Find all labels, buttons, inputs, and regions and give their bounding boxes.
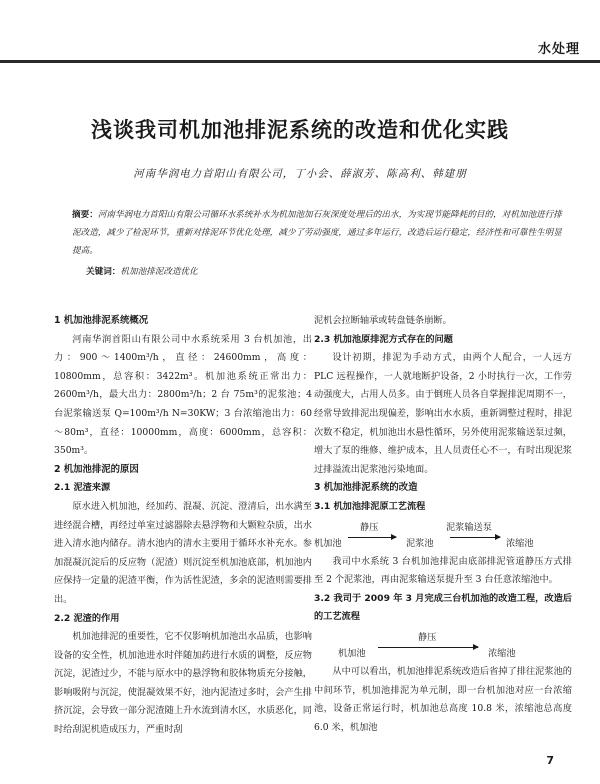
flow1-node-thickener: 浓缩池 (506, 537, 534, 549)
heading-3: 3 机加池排泥系统的改造 (314, 482, 418, 494)
keywords (86, 265, 556, 277)
abstract (72, 206, 562, 260)
heading-3-2: 3.2 我司于 2009 年 3 月完成三台机加池的改造工程，改造后的工艺流程 (314, 592, 572, 623)
keywords-text: 机加池排泥改造优化 (120, 267, 198, 277)
flow2-arrow (378, 647, 478, 648)
flow1-arrow-1 (348, 537, 396, 538)
flow1-node-sludge-pit: 泥浆池 (406, 537, 434, 549)
paragraph-original-process: 我司中水系统 3 台机加池排泥由底部排泥管道静压方式排至 2 个泥浆池，再由泥浆输送泵提升至 3 台任意浓缩池中。 (314, 555, 572, 586)
header-rule (0, 60, 600, 63)
flow-diagram-original (314, 517, 572, 553)
paragraph-sludge-role: 机加池排泥的重要性，它不仅影响机加池出水品质，也影响设备的安全性，机加池进水时伴随加药进行水质的调整，反应物沉淀，泥渣过少，不能与原水中的悬浮物和胶体物质充分接触，影响吸附与沉淀，使混凝效果不好，池内泥渣过多时，会产生排挤沉淀，会导致一部分泥渣随上升水流到清水区，水质恶化，同时给刮泥机造成压力，严重时刮 (54, 631, 312, 736)
paragraph-modified-process: 从中可以看出，机加池排泥系统改造后省掉了排往泥浆池的中间环节，机加池排泥为单元制，即一台机加池对应一台浓缩池，设备正常运行时，机加池总高度 10.8 米，浓缩池总高度 6.0 米，机加池 (314, 665, 572, 733)
flow1-node-clarifier: 机加池 (314, 537, 342, 549)
heading-2-3: 2.3 机加池原排泥方式存在的问题 (314, 333, 453, 345)
page-number: 7 (546, 754, 554, 767)
paragraph-continued: 泥机会拉断轴承或转盘链条崩断。 (314, 315, 452, 326)
heading-1: 1 机加池排泥系统概况 (54, 315, 149, 326)
paragraph-sludge-source: 原水进入机加池，经加药、混凝、沉淀、澄清后，出水满至进经混合槽，再经过单室过滤器除去悬浮物和大颗粒杂质，出水进入清水池内储存。清水池内的清水主要用于循环水补充水。参加混凝沉淀后的反应物（泥渣）则沉淀至机加池底部，机加池内应保持一定量的泥渣平衡，作为活性泥渣，多余的泥渣则需要排出。 (54, 500, 312, 605)
abstract-label: 摘要： (72, 210, 98, 220)
flow2-node-clarifier: 机加池 (338, 647, 366, 659)
heading-2-2: 2.2 泥渣的作用 (54, 612, 120, 624)
flow1-arrow-2 (450, 537, 500, 538)
heading-2-1: 2.1 泥渣来源 (54, 482, 111, 494)
paragraph-problems: 设计初期，排泥为手动方式，由两个人配合，一人远方 PLC 远程操作，一人就地断护设备，2 小时执行一次，工作劳动强度大，占用人员多。由于倒班人员各自掌握排泥周期不一，经常导致排泥出现偏差，影响出水水质，重新调整过程时，排泥次数不稳定，机加池出水悬性循环，另外使用泥浆输送泵过频，增大了泵的维修、维护成本，且人员责任心不一，有时出现泥浆过排溢流出泥浆池污染地面。 (314, 352, 572, 475)
authors-line: 河南华润电力首阳山有限公司，丁小会、薛淑芳、陈高利、韩建朋 (133, 168, 467, 180)
right-column (314, 312, 572, 737)
keywords-label: 关键词： (86, 267, 121, 277)
flow2-node-thickener: 浓缩池 (488, 647, 516, 659)
heading-2: 2 机加池排泥的原因 (54, 463, 139, 475)
flow2-arrow-label-static: 静压 (418, 631, 437, 643)
flow-diagram-modified (314, 627, 572, 663)
left-column (54, 312, 312, 740)
flow1-arrow-label-static: 静压 (360, 521, 379, 533)
section-tag: 水处理 (537, 42, 580, 57)
paragraph-overview: 河南华润首阳山有限公司中水系统采用 3 台机加池，出力：900～1400m³/h，直径：24600mm，高度：10800mm，总容积：3422m³。机加池系统正常出力：2600m³/h，最大出力：2800m³/h；2 台 75m³的泥浆池；4 台泥浆输送泵 Q=100m³/h N=30KW；3 台浓缩池出力：60～80m³，直径：10000mm，高度：6000mm，总容积：350m³。 (54, 333, 312, 457)
heading-3-1: 3.1 机加池排泥原工艺流程 (314, 500, 426, 512)
article-title: 浅谈我司机加池排泥系统的改造和优化实践 (91, 118, 509, 142)
flow1-arrow-label-pump: 泥浆输送泵 (446, 521, 492, 533)
abstract-text: 河南华润电力首阳山有限公司循环水系统补水为机加池加石灰深度处理后的出水，为实现节能降耗的目的，对机加池进行排泥改造，减少了检泥环节，重新对排泥环节优化处理，减少了劳动强度，通过多年运行，改造后运行稳定，经济性和可靠性生明显提高。 (72, 210, 562, 256)
